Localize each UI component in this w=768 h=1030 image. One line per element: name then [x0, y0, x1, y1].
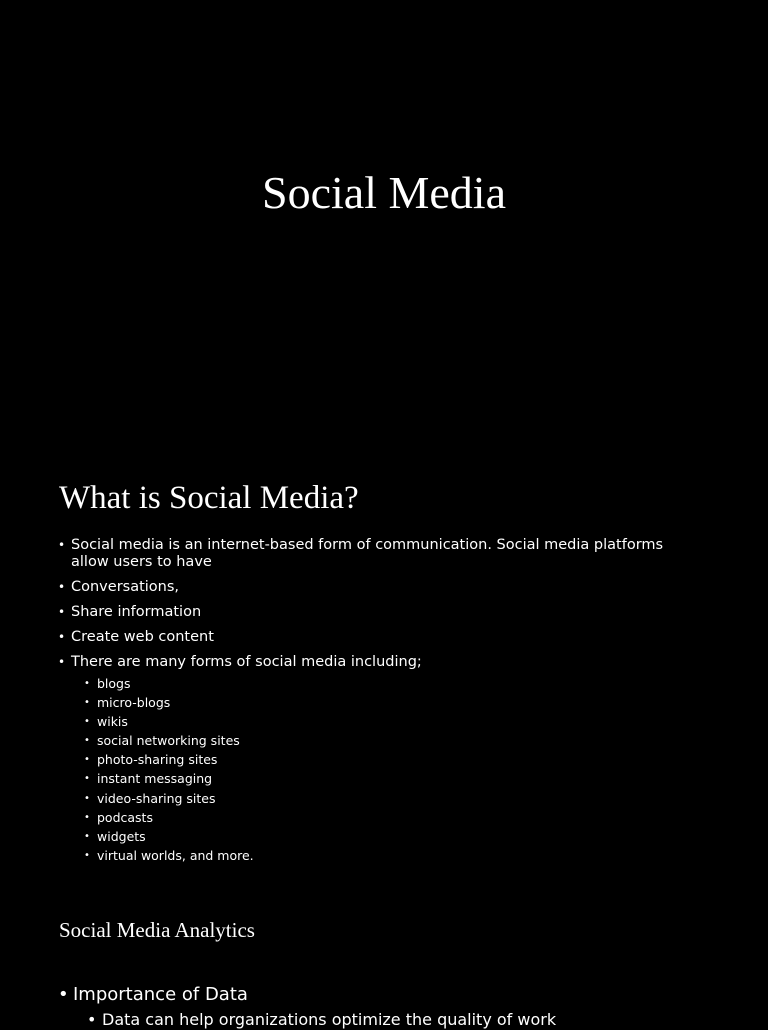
bullet-icon: • [84, 830, 90, 842]
sub-bullet-text: virtual worlds, and more. [97, 847, 254, 863]
definition-slide [0, 470, 768, 890]
bullet-icon: • [84, 849, 90, 861]
bullet-text: Share information [71, 604, 202, 620]
bullet-icon: • [84, 678, 90, 689]
sub-bullet-item [84, 712, 698, 731]
bullet-icon: • [84, 754, 90, 766]
bullet-icon: • [84, 811, 90, 823]
bullet-icon: • [84, 792, 90, 804]
bullet-text: Social media is an internet-based form of communication. Social media platforms allow users to have [71, 537, 664, 570]
bullet-icon: • [58, 984, 69, 1005]
bullet-icon: • [87, 1010, 97, 1029]
bullet-icon: • [84, 773, 90, 785]
sub-bullet-text: social networking sites [97, 733, 240, 749]
sub-bullet-item [84, 750, 698, 769]
sub-bullet-text: wikis [97, 714, 128, 730]
bullet-icon: • [58, 605, 66, 619]
title-slide [0, 0, 768, 420]
bullet-item [58, 629, 698, 646]
sub-bullet-item [84, 693, 698, 712]
sub-bullet-text: blogs [97, 676, 131, 691]
bullet-text: Conversations, [71, 579, 180, 595]
sub-bullet-list [71, 674, 698, 865]
sub-bullet-item [84, 808, 698, 827]
sub-bullet-text: video-sharing sites [97, 790, 216, 806]
bullet-icon: • [84, 735, 90, 747]
bullet-item [58, 604, 698, 621]
bullet-text: Create web content [71, 629, 214, 645]
sub-bullet-text: instant messaging [97, 771, 213, 787]
bullet-text: There are many forms of social media including; [71, 654, 422, 670]
bullet-item [58, 654, 698, 865]
bullet-icon: • [84, 697, 90, 709]
bullet-item [58, 537, 698, 571]
sub-bullet-item [84, 789, 698, 808]
bullet-item [58, 579, 698, 596]
sub-bullet-text: micro-blogs [97, 695, 171, 711]
bullet-icon: • [58, 538, 66, 552]
sub-bullet-item [84, 674, 698, 693]
sub-bullet-item [84, 846, 698, 865]
slide-title: Social Media [262, 167, 506, 218]
sub-bullet-item [84, 731, 698, 750]
slide-heading: Social Media Analytics [59, 918, 255, 942]
sub-bullet-item [87, 1010, 556, 1030]
bullet-text: Importance of Data [73, 984, 248, 1005]
sub-bullet-text: Data can help organizations optimize the quality of work [102, 1010, 557, 1029]
sub-bullet-text: widgets [97, 828, 146, 844]
sub-bullet-text: podcasts [97, 809, 153, 825]
sub-bullet-text: photo-sharing sites [97, 752, 218, 768]
bullet-list [58, 537, 698, 873]
bullet-icon: • [84, 716, 90, 728]
sub-bullet-item [84, 827, 698, 846]
bullet-icon: • [58, 630, 66, 644]
bullet-icon: • [58, 655, 66, 669]
bullet-item [58, 984, 248, 1006]
sub-bullet-item [84, 769, 698, 788]
analytics-slide [0, 905, 768, 1029]
bullet-icon: • [58, 580, 66, 594]
slide-heading: What is Social Media? [59, 480, 359, 516]
